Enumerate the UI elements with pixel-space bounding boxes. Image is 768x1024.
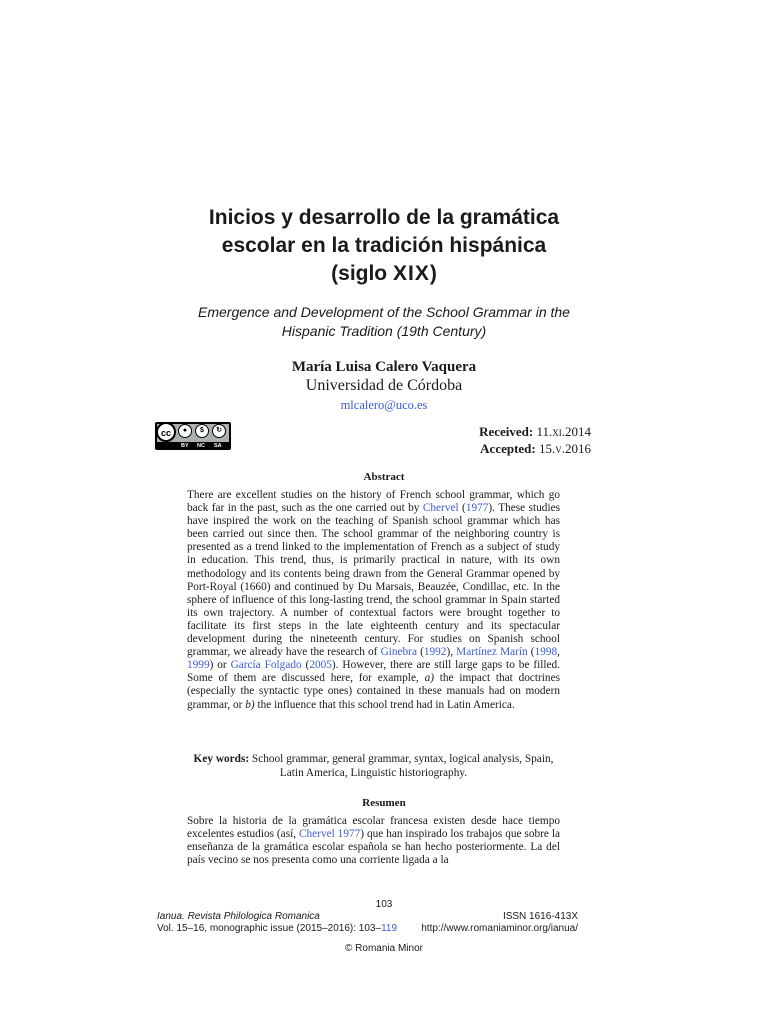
keywords-label: Key words: [193,753,250,765]
title-line-3-prefix: (siglo [331,262,393,285]
ref-1998-link[interactable]: 1998 [534,646,558,659]
ref-martinez-link[interactable]: Martínez Marín [456,646,528,659]
footer-left [157,911,397,935]
volume-info: Vol. 15–16, monographic issue (2015–2016): 103–119 [157,923,398,934]
title-line-2: escolar en la tradición hispánica [221,234,547,257]
subtitle-line-2: Hispanic Tradition (19th Century) [281,323,487,339]
last-page-link[interactable]: 119 [381,923,398,934]
resumen-text: Sobre la historia de la gramática escolar francesa existen desde hace tiempo excelentes estudios (así, Chervel 1977) que han inspirado los trabajos que sobre la enseñanza de la gramática escolar española se han hecho posteriormente. La del país vecino se nos presenta como una corriente ligada a la [187,815,560,867]
submission-dates [479,423,591,457]
keywords-text: School grammar, general grammar, syntax, logical analysis, Spain, Latin America, Linguistic historiography. [249,753,554,779]
accepted-date [479,440,591,457]
article-title [0,204,768,288]
subtitle-line-1: Emergence and Development of the School Grammar in the [198,304,570,320]
ref-1977-link[interactable]: 1977 [465,502,489,515]
cc-icon: cc [156,422,176,442]
ref-ginebra-link[interactable]: Ginebra [380,646,417,659]
journal-url[interactable]: http://www.romaniaminor.org/ianua/ [421,923,578,934]
ref-chervel-link[interactable]: Chervel [422,502,459,515]
abstract-heading: Abstract [363,471,405,483]
keywords [187,753,560,780]
received-label: Received: [479,424,534,439]
received-date [479,423,591,440]
article-subtitle [0,303,768,341]
sharealike-arrow-icon: ↻ [212,424,226,438]
author-email-link[interactable]: mlcalero@uco.es [340,398,428,412]
ref-2005-link[interactable]: 2005 [309,659,332,672]
attribution-person-icon: ● [178,424,192,438]
abstract-text: There are excellent studies on the history of French school grammar, which go back far in the past, such as the one carried out by Chervel (1977). These studies have inspired the work on the teaching of Spanish school grammar which has been carried out since then. The school grammar of the neighboring country is presented as a trend linked to the implementation of French as a subject of study in education. This trend, thus, is primarily practical in nature, with its own methodology and its contents being drawn from the General Grammar opened by Port-Royal (1660) and continued by Du Marsais, Beauzée, Condillac, etc. In the sphere of influence of this long-lasting trend, the school grammar in Spain started its own trajectory. A number of contextual factors were brought together to facilitate its first steps in the late eighteenth century and its spectacular development during the nineteenth century. For studies on Spanish school grammar, we already have the research of Ginebra (1992), Martínez Marín (1998, 1999) or García Folgado (2005). However, there are still large gaps to be filled. Some of them are discussed here, for example, a) the impact that doctrines (especially the syntactic type ones) contained in these manuals had on modern grammar, or b) the influence that this school trend had in Latin America. [187,489,560,711]
ref-chervel-1977-link[interactable]: Chervel 1977 [298,828,361,841]
accepted-value: 15.v.2016 [539,441,591,456]
ref-garcia-link[interactable]: García Folgado [230,659,302,672]
received-value: 11.xi.2014 [536,424,591,439]
journal-name: Ianua. Revista Philologica Romanica [157,911,320,922]
title-line-3 [0,260,768,288]
title-line-3-suffix: ) [429,262,437,285]
page-number: 103 [375,899,393,910]
ref-1999-link[interactable]: 1999 [187,659,210,672]
license-label-sa: SA [214,443,222,449]
ref-1992-link[interactable]: 1992 [423,646,447,659]
author-affiliation: Universidad de Córdoba [305,377,463,394]
license-label-by: BY [181,443,189,449]
author-name: María Luisa Calero Vaquera [291,359,477,375]
license-label-nc: NC [197,443,205,449]
footer-right [421,911,578,935]
resumen-heading: Resumen [362,797,406,809]
copyright: © Romania Minor [345,943,423,954]
title-line-1: Inicios y desarrollo de la gramática [208,206,560,229]
noncommercial-dollar-icon: $ [195,424,209,438]
accepted-label: Accepted: [480,441,536,456]
issn: ISSN 1616-413X [502,911,578,922]
title-roman-numeral: XIX [392,262,430,285]
cc-license-badge[interactable] [155,422,231,450]
